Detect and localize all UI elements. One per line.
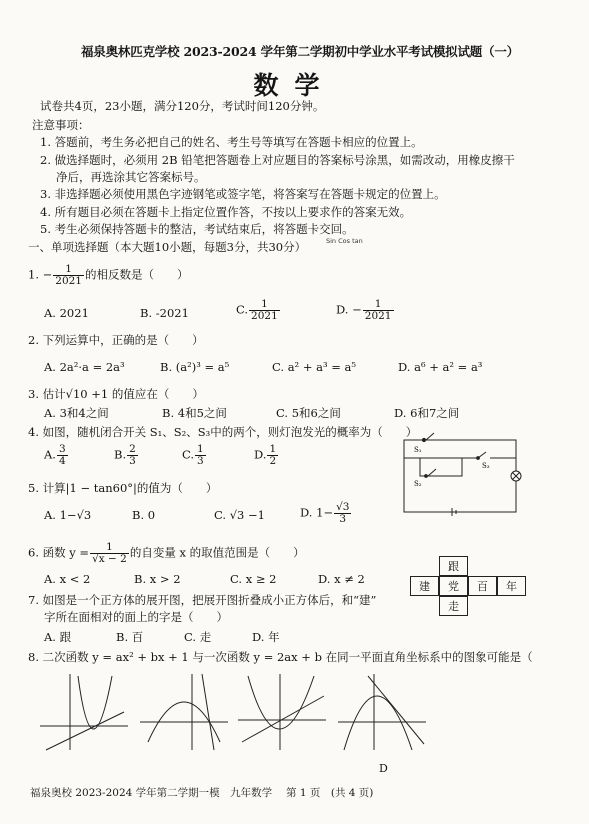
net-face-right1: 百 (468, 576, 497, 596)
notice-2-cont: 净后，再选涂其它答案标号。 (56, 170, 206, 184)
q1-d-label: D. − (336, 302, 362, 317)
q8-graph-d (338, 672, 428, 752)
q1-option-a: A. 2021 (44, 306, 89, 320)
q1-c-num: 1 (249, 299, 280, 311)
q4-option-c (182, 444, 207, 467)
q1-frac-den: 2021 (55, 275, 82, 287)
q4-c-den: 3 (197, 455, 204, 467)
notice-2: 2. 做选择题时，必须用 2B 铅笔把答题卷上对应题目的答案标号涂黑，如需改动，用橡皮擦干 (40, 153, 515, 167)
q1-c-den: 2021 (251, 310, 278, 322)
cube-net (410, 556, 550, 636)
q5-d-num: √3 (336, 501, 350, 513)
q5-option-d (300, 502, 352, 525)
q6-frac-den: √x − 2 (92, 553, 127, 565)
q8-graph-a (40, 672, 130, 752)
switch-s3-label: S₃ (482, 462, 490, 470)
q4-option-a (44, 444, 69, 467)
footer-left: 福泉奥校 2023-2024 学年第二学期一模 九年数学 (30, 787, 273, 799)
section-heading: 一、单项选择题（本大题10小题，每题3分，共30分） (28, 240, 307, 254)
net-face-bottom: 走 (439, 596, 468, 616)
notice-1: 1. 答题前，考生务必把自己的姓名、考生号等填写在答题卡相应的位置上。 (40, 135, 423, 149)
q4-b-num: 2 (129, 443, 136, 455)
footer-page-number: 第 1 页 (共 4 页) (286, 787, 374, 799)
q1-c-label: C. (236, 302, 249, 317)
net-face-center: 党 (439, 576, 468, 596)
net-face-left: 建 (410, 576, 439, 596)
q1-frac-num: 1 (53, 264, 84, 276)
q8-graph-c (238, 672, 328, 752)
q5-option-b: B. 0 (132, 508, 156, 522)
q4-c-label: C. (182, 447, 195, 462)
q1-stem (28, 264, 189, 287)
q2-option-a: A. 2a²·a = 2a³ (44, 360, 125, 374)
net-face-top: 跟 (439, 556, 468, 576)
q4-option-b (114, 444, 139, 467)
q7-stem-line1: 7. 如图是一个正方体的展开图，把展开图折叠成小正方体后，和“建” (28, 593, 377, 607)
q5-d-den: 3 (339, 513, 347, 525)
notice-4: 4. 所有题目必须在答题卡上指定位置作答，不按以上要求作的答案无效。 (40, 205, 412, 219)
q1-option-b: B. -2021 (140, 306, 189, 320)
q4-a-label: A. (44, 447, 56, 462)
notice-3: 3. 非选择题必须使用黑色字迹钢笔或签字笔，将答案写在答题卡规定的位置上。 (40, 187, 446, 201)
q5-d-label: D. 1− (300, 505, 334, 520)
q6-stem-b: 的自变量 x 的取值范围是（ ） (129, 545, 305, 560)
q2-option-d: D. a⁶ + a² = a³ (398, 360, 483, 374)
q1-stem-a: 1. − (28, 267, 53, 282)
q6-option-a: A. x < 2 (44, 572, 91, 586)
q4-b-den: 3 (129, 455, 136, 467)
q3-option-d: D. 6和7之间 (394, 406, 460, 420)
q4-a-den: 4 (58, 455, 66, 467)
q1-d-den: 2021 (364, 310, 392, 322)
q6-stem-a: 6. 函数 y = (28, 545, 90, 560)
subject-title: 数学 (253, 71, 336, 100)
q3-stem: 3. 估计√10 +1 的值应在（ ） (28, 387, 204, 401)
switch-s2-label: S₂ (414, 480, 422, 488)
q4-stem: 4. 如图，随机闭合开关 S₁、S₂、S₃中的两个，则灯泡发光的概率为（ ） (28, 425, 418, 439)
q5-option-c: C. √3 −1 (214, 508, 265, 522)
q5-option-a: A. 1−√3 (44, 508, 92, 522)
q4-d-num: 1 (269, 443, 277, 455)
q6-frac-num: 1 (90, 542, 129, 554)
q4-d-den: 2 (269, 455, 277, 467)
q6-stem (28, 542, 305, 565)
q1-option-c (236, 299, 281, 322)
q4-b-label: B. (114, 447, 127, 462)
q8-stem: 8. 二次函数 y = ax² + bx + 1 与一次函数 y = 2ax + b 在同一平面直角坐标系中的图象可能是（ (28, 650, 533, 664)
net-face-right2: 年 (497, 576, 526, 596)
q6-option-b: B. x > 2 (134, 572, 181, 586)
notice-5: 5. 考生必须保持答题卡的整洁，考试结束后，将答题卡交回。 (40, 222, 354, 236)
handwritten-note: Sin Cos tan (326, 237, 363, 245)
q7-option-b: B. 百 (116, 630, 144, 644)
q1-d-num: 1 (363, 299, 394, 311)
circuit-diagram (398, 428, 528, 528)
q1-option-d (336, 299, 395, 322)
q5-stem: 5. 计算|1 − tan60°|的值为（ ） (28, 481, 218, 495)
q1-stem-b: 的相反数是（ ） (85, 267, 189, 282)
q4-option-d (254, 444, 279, 467)
q8-graph-d-label: D (379, 762, 388, 775)
q7-stem-line2: 字所在面相对的面上的字是（ ） (44, 610, 228, 624)
q2-option-c: C. a² + a³ = a⁵ (272, 360, 356, 374)
q2-stem: 2. 下列运算中，正确的是（ ） (28, 333, 204, 347)
notice-title: 注意事项： (32, 118, 90, 132)
q7-option-d: D. 年 (252, 630, 280, 644)
q3-option-a: A. 3和4之间 (44, 406, 109, 420)
q6-option-d: D. x ≠ 2 (318, 572, 365, 586)
q3-option-b: B. 4和5之间 (162, 406, 227, 420)
exam-info: 试卷共4页，23小题，满分120分，考试时间120分钟。 (40, 99, 325, 113)
school-title: 福泉奥林匹克学校 2023-2024 学年第二学期初中学业水平考试模拟试题（一） (81, 44, 519, 59)
switch-s1-label: S₁ (414, 446, 422, 454)
q7-option-c: C. 走 (184, 630, 212, 644)
q4-a-num: 3 (58, 443, 66, 455)
q4-c-num: 1 (197, 443, 204, 455)
q4-d-label: D. (254, 447, 267, 462)
q7-option-a: A. 跟 (44, 630, 72, 644)
q3-option-c: C. 5和6之间 (276, 406, 341, 420)
q1-fraction (53, 264, 84, 287)
q6-option-c: C. x ≥ 2 (230, 572, 277, 586)
q8-graph-b (140, 672, 230, 752)
q2-option-b: B. (a²)³ = a⁵ (160, 360, 230, 374)
